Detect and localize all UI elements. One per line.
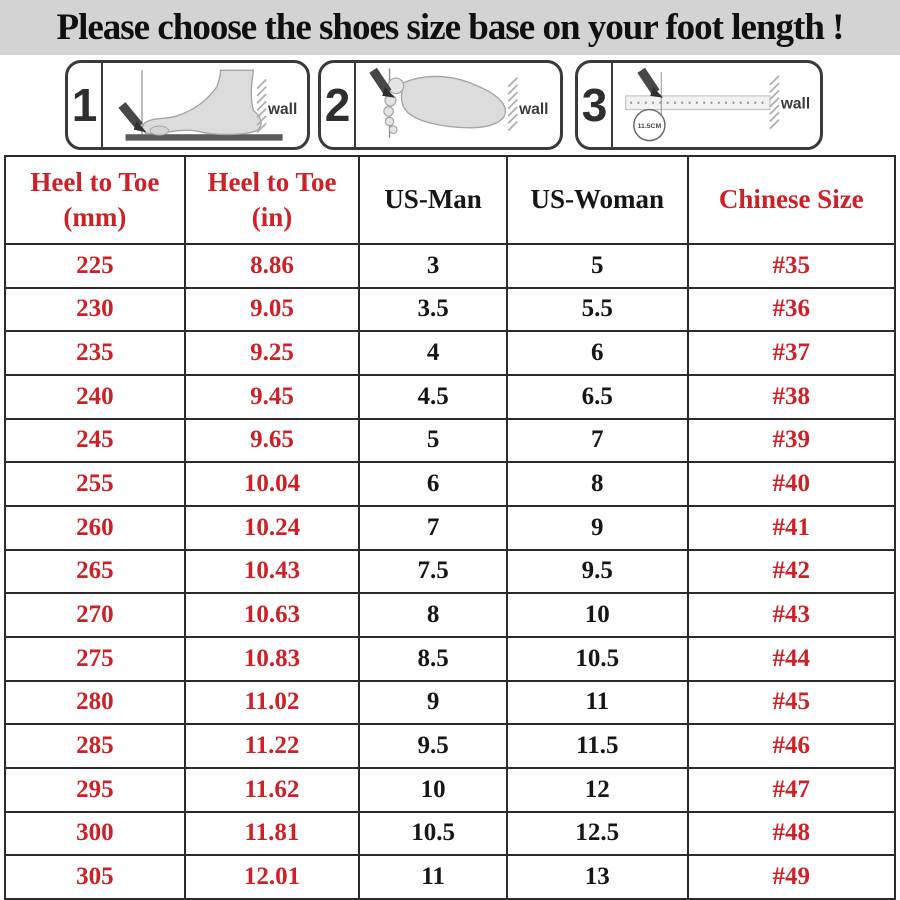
cell-us-man: 3 <box>359 244 507 288</box>
table-row <box>5 681 895 725</box>
cell-heel-mm: 265 <box>5 550 185 594</box>
cell-us-woman: 6 <box>507 331 688 375</box>
cell-us-man: 7.5 <box>359 550 507 594</box>
cell-heel-in: 11.22 <box>185 724 359 768</box>
step-1-number: 1 <box>68 63 103 147</box>
cell-heel-in: 8.86 <box>185 244 359 288</box>
table-row <box>5 550 895 594</box>
foot-top-measure-icon <box>356 63 560 147</box>
cell-us-man: 10.5 <box>359 812 507 856</box>
cell-heel-in: 9.05 <box>185 288 359 332</box>
cell-chinese-size: #49 <box>688 855 895 899</box>
table-row <box>5 462 895 506</box>
cell-us-woman: 5.5 <box>507 288 688 332</box>
cell-heel-in: 12.01 <box>185 855 359 899</box>
title-bar <box>0 0 900 55</box>
cell-heel-in: 10.24 <box>185 506 359 550</box>
cell-us-man: 8.5 <box>359 637 507 681</box>
cell-chinese-size: #36 <box>688 288 895 332</box>
cell-us-man: 5 <box>359 419 507 463</box>
cell-chinese-size: #35 <box>688 244 895 288</box>
step-3-number: 3 <box>578 63 613 147</box>
measurement-instructions <box>0 55 900 155</box>
size-conversion-table <box>4 155 896 900</box>
step-3-illustration <box>613 63 820 147</box>
cell-us-woman: 10 <box>507 593 688 637</box>
cell-chinese-size: #40 <box>688 462 895 506</box>
table-row <box>5 724 895 768</box>
cell-us-woman: 8 <box>507 462 688 506</box>
toe-bump <box>150 126 168 135</box>
wall-label: wall <box>780 95 811 113</box>
cell-us-man: 6 <box>359 462 507 506</box>
step-3-panel <box>575 60 823 150</box>
cell-chinese-size: #46 <box>688 724 895 768</box>
cell-heel-in: 11.62 <box>185 768 359 812</box>
cell-heel-mm: 230 <box>5 288 185 332</box>
cell-heel-mm: 295 <box>5 768 185 812</box>
step-1-panel <box>65 60 310 150</box>
cell-heel-mm: 300 <box>5 812 185 856</box>
page-title: Please choose the shoes size base on your foot length ! <box>56 7 844 48</box>
table-row <box>5 331 895 375</box>
cell-us-woman: 11 <box>507 681 688 725</box>
cell-us-woman: 12 <box>507 768 688 812</box>
cell-us-man: 10 <box>359 768 507 812</box>
cell-us-woman: 9.5 <box>507 550 688 594</box>
cell-us-man: 11 <box>359 855 507 899</box>
cell-heel-in: 9.25 <box>185 331 359 375</box>
cell-chinese-size: #42 <box>688 550 895 594</box>
step-1-illustration <box>103 63 307 147</box>
wall-hatch-icon <box>770 76 779 129</box>
cell-heel-in: 9.65 <box>185 419 359 463</box>
cell-us-woman: 9 <box>507 506 688 550</box>
table-row <box>5 637 895 681</box>
floor-bar <box>126 134 283 140</box>
cell-chinese-size: #44 <box>688 637 895 681</box>
header-heel-to-toe-in: Heel to Toe (in) <box>185 156 359 244</box>
table-row <box>5 506 895 550</box>
cell-us-woman: 5 <box>507 244 688 288</box>
cell-heel-in: 10.83 <box>185 637 359 681</box>
step-2-panel <box>318 60 563 150</box>
cell-us-woman: 11.5 <box>507 724 688 768</box>
cell-heel-mm: 270 <box>5 593 185 637</box>
header-us-man: US-Man <box>359 156 507 244</box>
cell-heel-mm: 225 <box>5 244 185 288</box>
cell-chinese-size: #45 <box>688 681 895 725</box>
cell-heel-mm: 280 <box>5 681 185 725</box>
table-header-row <box>5 156 895 244</box>
cell-us-man: 4 <box>359 331 507 375</box>
cell-chinese-size: #43 <box>688 593 895 637</box>
table-row <box>5 812 895 856</box>
cell-heel-mm: 245 <box>5 419 185 463</box>
table-row <box>5 244 895 288</box>
cell-chinese-size: #47 <box>688 768 895 812</box>
cell-us-man: 4.5 <box>359 375 507 419</box>
cell-heel-mm: 305 <box>5 855 185 899</box>
wall-label: wall <box>519 101 549 119</box>
cell-heel-in: 11.02 <box>185 681 359 725</box>
table-row <box>5 855 895 899</box>
cell-us-woman: 13 <box>507 855 688 899</box>
cell-heel-in: 9.45 <box>185 375 359 419</box>
cell-heel-in: 11.81 <box>185 812 359 856</box>
cell-chinese-size: #48 <box>688 812 895 856</box>
cell-us-woman: 6.5 <box>507 375 688 419</box>
cell-heel-mm: 240 <box>5 375 185 419</box>
table-row <box>5 288 895 332</box>
table-row <box>5 375 895 419</box>
wall-hatch-icon <box>508 78 517 131</box>
cell-us-man: 3.5 <box>359 288 507 332</box>
cell-chinese-size: #39 <box>688 419 895 463</box>
cell-chinese-size: #37 <box>688 331 895 375</box>
table-row <box>5 768 895 812</box>
table-row <box>5 419 895 463</box>
cell-heel-mm: 260 <box>5 506 185 550</box>
step-2-number: 2 <box>321 63 356 147</box>
cell-heel-mm: 255 <box>5 462 185 506</box>
cell-heel-in: 10.63 <box>185 593 359 637</box>
foot-side-icon <box>142 70 261 134</box>
cell-heel-mm: 285 <box>5 724 185 768</box>
cell-heel-mm: 275 <box>5 637 185 681</box>
foot-side-measure-icon <box>103 63 307 147</box>
wall-label: wall <box>268 101 298 119</box>
cell-heel-mm: 235 <box>5 331 185 375</box>
cell-chinese-size: #38 <box>688 375 895 419</box>
cell-us-woman: 10.5 <box>507 637 688 681</box>
length-callout-label: 11.5CM <box>637 122 662 130</box>
cell-us-man: 8 <box>359 593 507 637</box>
cell-us-man: 9 <box>359 681 507 725</box>
foot-top-icon <box>401 76 505 127</box>
header-chinese-size: Chinese Size <box>688 156 895 244</box>
cell-us-woman: 12.5 <box>507 812 688 856</box>
cell-heel-in: 10.43 <box>185 550 359 594</box>
cell-heel-in: 10.04 <box>185 462 359 506</box>
cell-us-woman: 7 <box>507 419 688 463</box>
table-row <box>5 593 895 637</box>
cell-us-man: 7 <box>359 506 507 550</box>
header-us-woman: US-Woman <box>507 156 688 244</box>
step-2-illustration <box>356 63 560 147</box>
cell-us-man: 9.5 <box>359 724 507 768</box>
ruler-measure-icon <box>613 63 820 147</box>
header-heel-to-toe-mm: Heel to Toe (mm) <box>5 156 185 244</box>
cell-chinese-size: #41 <box>688 506 895 550</box>
